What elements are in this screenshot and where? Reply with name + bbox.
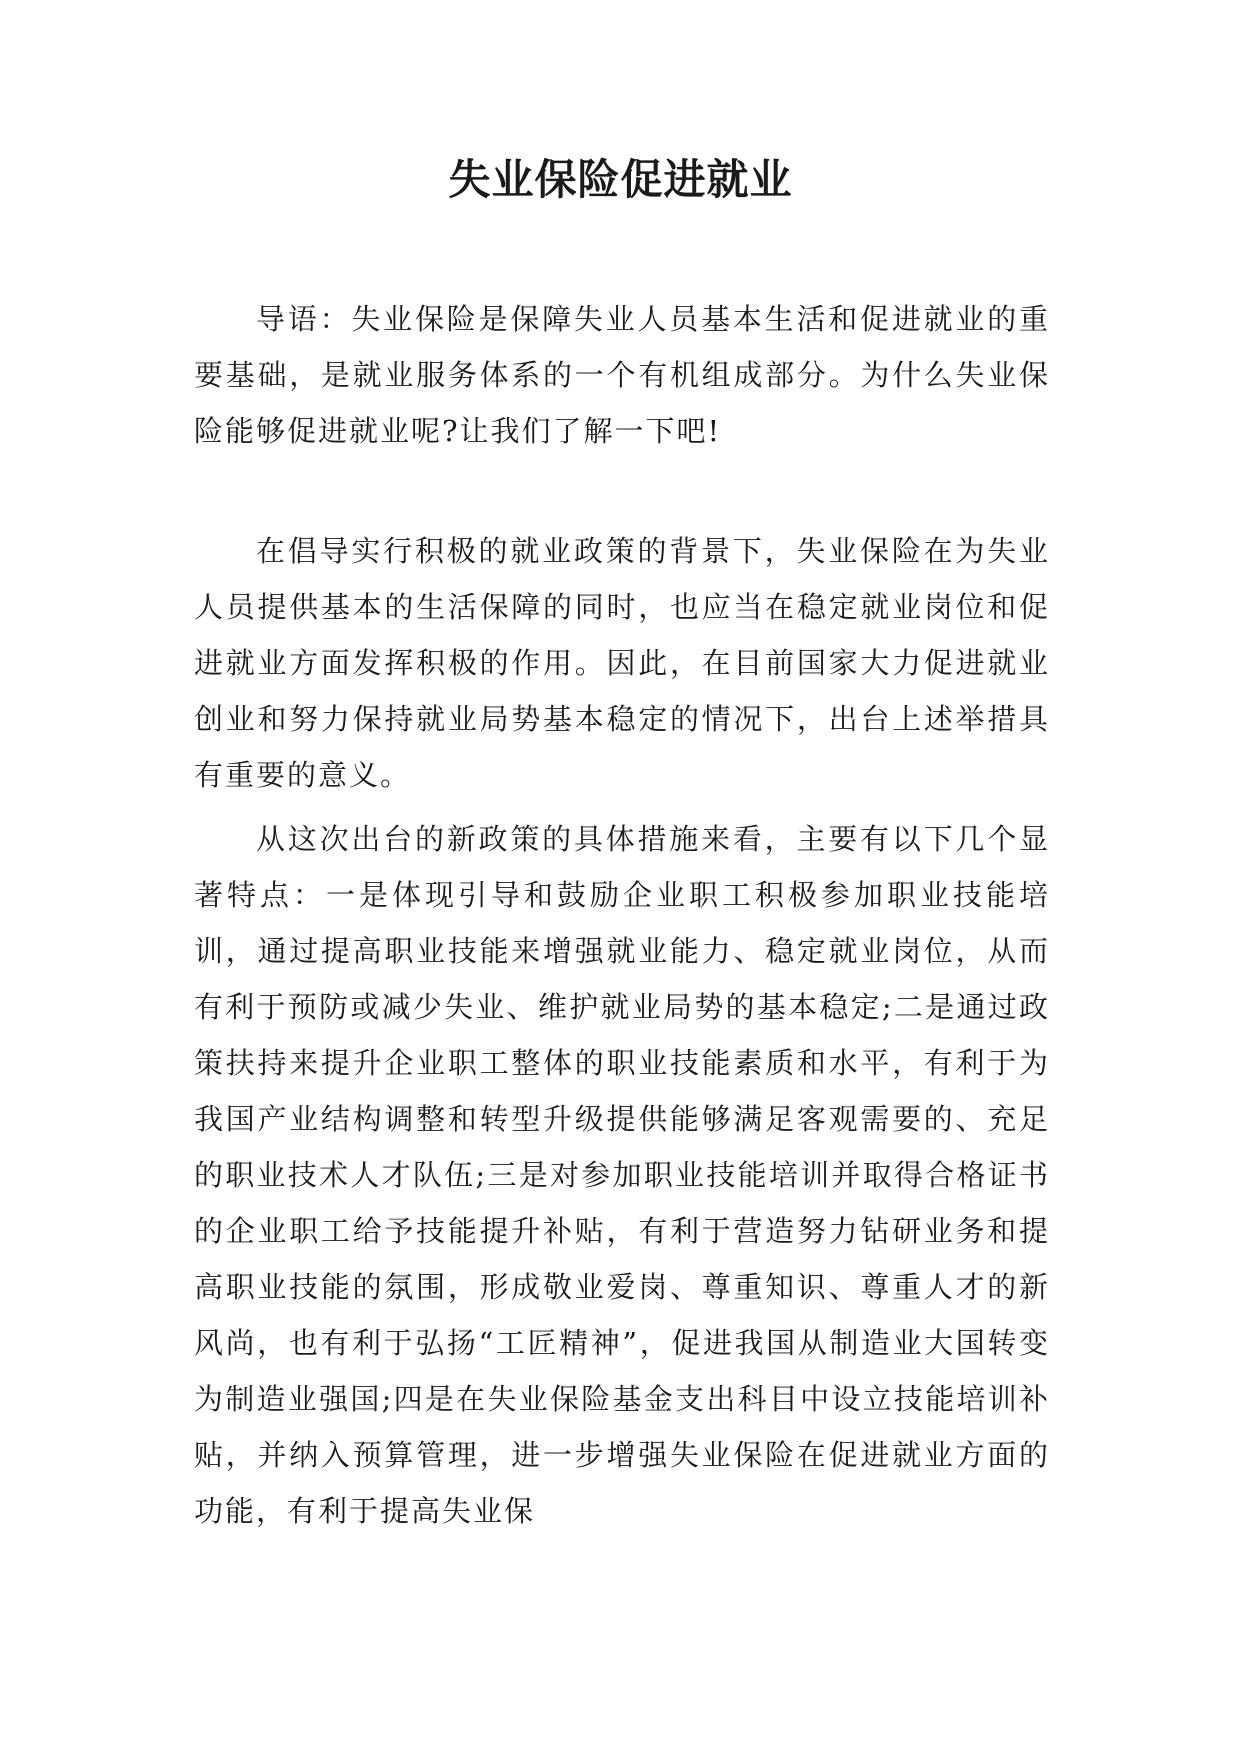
document-title: 失业保险促进就业: [448, 155, 793, 204]
intro-paragraph: 导语：失业保险是保障失业人员基本生活和促进就业的重要基础，是就业服务体系的一个有机组成部分。为什么失业保险能够促进就业呢?让我们了解一下吧!: [194, 302, 1050, 448]
body-paragraph-2: 从这次出台的新政策的具体措施来看，主要有以下几个显著特点：一是体现引导和鼓励企业职工积极参加职业技能培训，通过提高职业技能来增强就业能力、稳定就业岗位，从而有利于预防或减少失业、维护就业局势的基本稳定;二是通过政策扶持来提升企业职工整体的职业技能素质和水平，有利于为我国产业结构调整和转型升级提供能够满足客观需要的、充足的职业技术人才队伍;三是对参加职业技能培训并取得合格证书的企业职工给予技能提升补贴，有利于营造努力钻研业务和提高职业技能的氛围，形成敬业爱岗、尊重知识、尊重人才的新风尚，也有利于弘扬“工匠精神”，促进我国从制造业大国转变为制造业强国;四是在失业保险基金支出科目中设立技能培训补贴，并纳入预算管理，进一步增强失业保险在促进就业方面的功能，有利于提高失业保: [194, 822, 1050, 1528]
body-paragraph-1: 在倡导实行积极的就业政策的背景下，失业保险在为失业人员提供基本的生活保障的同时，也应当在稳定就业岗位和促进就业方面发挥积极的作用。因此，在目前国家大力促进就业创业和努力保持就业局势基本稳定的情况下，出台上述举措具有重要的意义。: [194, 534, 1050, 792]
